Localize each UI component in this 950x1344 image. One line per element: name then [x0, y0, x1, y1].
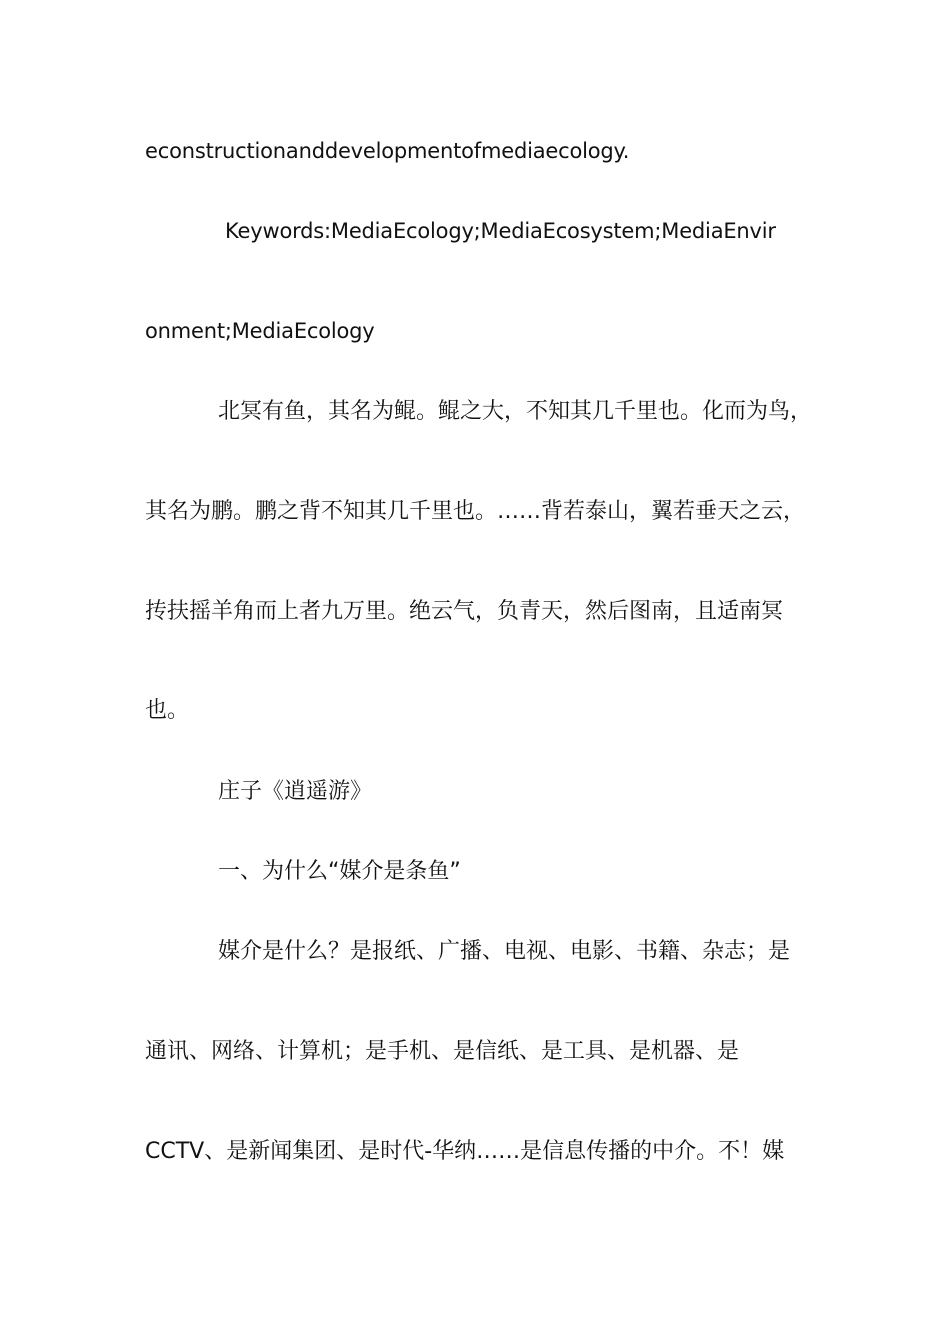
quote-paragraph-line-4: 也。 — [145, 698, 190, 723]
quote-paragraph-line-3: 抟扶摇羊角而上者九万里。绝云气，负青天，然后图南，且适南冥 — [145, 599, 784, 624]
abstract-end-line: econstructionanddevelopmentofmediaecology. — [145, 139, 630, 163]
quote-paragraph-line-2: 其名为鹏。鹏之背不知其几千里也。……背若泰山，翼若垂天之云， — [145, 499, 806, 524]
keywords-continuation: onment;MediaEcology — [145, 319, 375, 343]
keywords-line: Keywords:MediaEcology;MediaEcosystem;MediaEnvir — [225, 219, 776, 243]
section-heading: 一、为什么“媒介是条鱼” — [218, 859, 461, 884]
quote-paragraph-line-1: 北冥有鱼，其名为鲲。鲲之大，不知其几千里也。化而为鸟， — [218, 399, 813, 424]
body-paragraph-line-2: 通讯、网络、计算机；是手机、是信纸、是工具、是机器、是 — [145, 1039, 740, 1064]
quote-source: 庄子《逍遥游》 — [218, 779, 373, 804]
body-paragraph-line-1: 媒介是什么？是报纸、广播、电视、电影、书籍、杂志；是 — [218, 939, 791, 964]
body-paragraph-line-3: CCTV、是新闻集团、是时代-华纳……是信息传播的中介。不！媒 — [145, 1139, 785, 1164]
